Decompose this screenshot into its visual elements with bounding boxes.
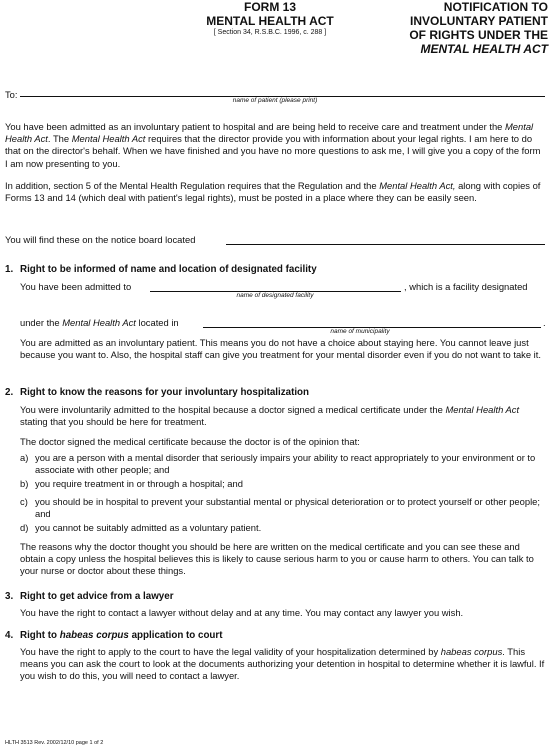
municipality-caption: name of municipality (330, 328, 390, 335)
section-4-heading: 4. Right to habeas corpus application to court (5, 630, 223, 641)
to-label: To: (5, 89, 18, 100)
act-title: MENTAL HEALTH ACT (206, 14, 334, 28)
facility-designated-text: , which is a facility designated (404, 281, 528, 292)
section-2-paragraph-3: The reasons why the doctor thought you should be here are written on the medical certificate and you can see these and obtain a copy unless the hospital believes this is likely to cause serious harm to you or cause harm to others. You can talk to your nurse or doctor about these things. (20, 541, 534, 577)
section-3-heading: 3. Right to get advice from a lawyer (5, 591, 174, 602)
notice-board-location-field[interactable] (226, 233, 545, 245)
form-footer: HLTH 3513 Rev. 2002/12/10 page 1 of 2 (5, 740, 104, 746)
notice-title-line3: OF RIGHTS UNDER THE (409, 28, 548, 42)
section-1-body: You are admitted as an involuntary patient. This means you do not have a choice about staying here. You cannot leave just because you want to. Also, the hospital staff can give you treatment for your mental disorder even if you do not want to take it. (20, 337, 541, 361)
located-in-label: under the Mental Health Act located in (20, 317, 179, 328)
municipality-period: . (543, 317, 546, 328)
section-reference: [ Section 34, R.S.B.C. 1996, c. 288 ] (213, 29, 327, 36)
notice-title (398, 0, 548, 56)
section-4-body: You have the right to apply to the court to have the legal validity of your hospitalization determined by habeas corpus. This means you can ask the court to look at the documents authorizing your detention in hospital to determine whether it is lawful. If you wish to do this, you will need to contact a lawyer. (20, 646, 545, 682)
form-header (150, 0, 390, 38)
section-2-paragraph-2: The doctor signed the medical certificate because the doctor is of the opinion that: (20, 436, 360, 447)
notice-title-line1: NOTIFICATION TO (443, 0, 548, 14)
patient-name-field[interactable] (20, 86, 545, 97)
section-1-heading: 1. Right to be informed of name and location of designated facility (5, 264, 317, 275)
notice-board-label: You will find these on the notice board located (5, 234, 196, 245)
intro-paragraph-1: You have been admitted as an involuntary patient to hospital and are being held to receive care and treatment under the Mental Health Act. The Mental Health Act requires that the director provide you with information about your legal rights. I am here to do that on the director's behalf. When we have finished and you have no more questions to ask me, I will give you a copy of the form I am now presenting to you. (5, 121, 541, 169)
section-2-heading: 2. Right to know the reasons for your involuntary hospitalization (5, 387, 310, 398)
notice-title-line4: MENTAL HEALTH ACT (420, 42, 548, 56)
admitted-to-label: You have been admitted to (20, 281, 132, 292)
intro-paragraph-2: In addition, section 5 of the Mental Health Regulation requires that the Regulation and the Mental Health Act, along with copies of Forms 13 and 14 (which deal with patient's legal rights), must be posted in a place where they can be easily seen. (5, 180, 541, 204)
patient-name-caption: name of patient (please print) (232, 97, 318, 104)
municipality-field[interactable] (203, 317, 541, 328)
designated-facility-caption: name of designated facility (236, 292, 314, 299)
section-3-body: You have the right to contact a lawyer without delay and at any time. You may contact any lawyer you wish. (20, 607, 464, 618)
designated-facility-field[interactable] (150, 281, 401, 292)
form-number: FORM 13 (243, 0, 296, 14)
notice-title-line2: INVOLUNTARY PATIENT (410, 14, 548, 28)
section-2-paragraph-1: You were involuntarily admitted to the hospital because a doctor signed a medical certificate under the Mental Health Act stating that you should be here for treatment. (20, 404, 520, 428)
